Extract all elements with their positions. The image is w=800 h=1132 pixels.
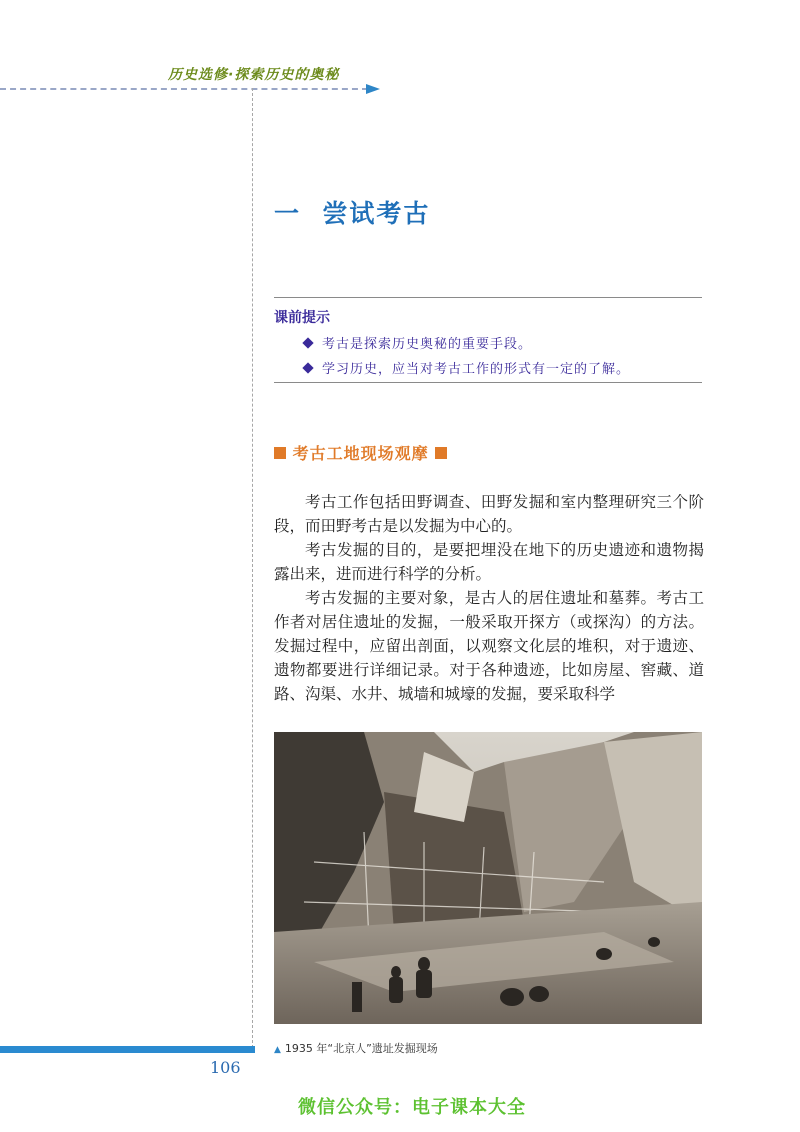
- section-heading-text: 考古工地现场观摩: [292, 444, 429, 463]
- paragraph: 考古发掘的主要对象，是古人的居住遗址和墓葬。考古工作者对居住遗址的发掘，一般采取开探方（或探沟）的方法。发掘过程中，应留出剖面，以观察文化层的堆积，对于遗迹、遗物都要进行详细记录。对于各种遗迹，比如房屋、窖藏、道路、沟渠、水井、城墙和城壕的发掘，要采取科学: [274, 589, 704, 703]
- tips-bottom-rule: [274, 382, 702, 383]
- header-dashed-rule: [0, 88, 368, 90]
- figure-caption: [274, 1040, 438, 1056]
- diamond-bullet-icon: [302, 337, 313, 348]
- square-bullet-icon: [274, 447, 286, 459]
- footer-bar: [0, 1046, 255, 1053]
- figure-caption-text: 1935 年“北京人”遗址发掘现场: [284, 1042, 438, 1055]
- tip-item-text: 考古是探索历史奥秘的重要手段。: [322, 337, 533, 352]
- tip-item-text: 学习历史，应当对考古工作的形式有一定的了解。: [322, 362, 631, 377]
- tip-item: [304, 358, 630, 377]
- running-header: 历史选修·探索历史的奥秘: [168, 67, 340, 83]
- body-text: [274, 490, 704, 706]
- tips-heading: 课前提示: [274, 310, 330, 326]
- tip-item: [304, 333, 532, 352]
- paragraph: 考古工作包括田野调查、田野发掘和室内整理研究三个阶段，而田野考古是以发掘为中心的。: [274, 493, 704, 535]
- triangle-bullet-icon: ▲: [274, 1045, 281, 1055]
- diamond-bullet-icon: [302, 362, 313, 373]
- watermark: 微信公众号：电子课本大全: [298, 1097, 526, 1118]
- excavation-photo: [274, 732, 702, 1024]
- margin-dashed-rule: [252, 88, 253, 1048]
- tips-top-rule: [274, 297, 702, 298]
- section-heading: [274, 441, 447, 464]
- chapter-title: 一 尝试考古: [274, 199, 431, 228]
- page-number: 106: [210, 1058, 241, 1077]
- header-arrow-icon: [366, 84, 380, 94]
- paragraph: 考古发掘的目的，是要把埋没在地下的历史遗迹和遗物揭露出来，进而进行科学的分析。: [274, 541, 704, 583]
- square-bullet-icon: [435, 447, 447, 459]
